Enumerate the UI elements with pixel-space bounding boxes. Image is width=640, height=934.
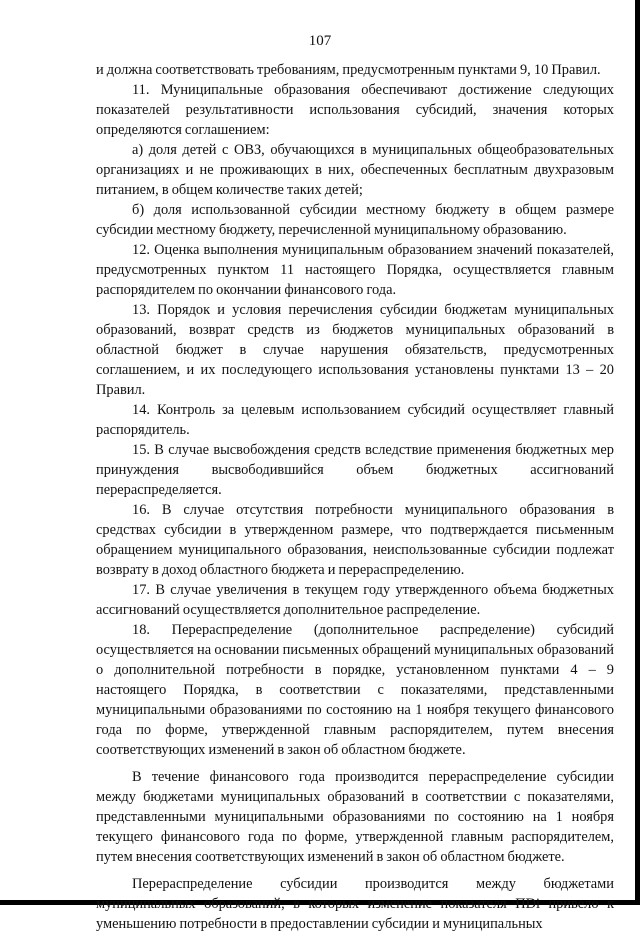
paragraph-item-16: 16. В случае отсутствия потребности муниципального образования в средствах субсидии в утвержденном размере, что подтверждается письменным обращением муниципального образования, неиспользованные субсидии подлежат возврату в доход областного бюджета и перераспределению. [96, 502, 614, 578]
paragraph-item-14: 14. Контроль за целевым использованием субсидий осуществляет главный распорядитель. [96, 402, 614, 438]
paragraph-subitem-b: б) доля использованной субсидии местному бюджету в общем размере субсидии местному бюджету, перечисленной муниципальному образованию. [96, 202, 614, 238]
paragraph-redistribution-between-budgets: Перераспределение субсидии производится между бюджетами муниципальных образований, в которых изменение показателя ПDi привело к уменьшению потребности в предоставлении субсидии и муниципальных [96, 876, 614, 932]
paragraph-item-13: 13. Порядок и условия перечисления субсидии бюджетам муниципальных образований, возврат средств из бюджетов муниципальных образований в областной бюджет в случае нарушения обязательств, предусмотренных соглашением, и их последующего использования установлены пунктами 13 – 20 Правил. [96, 302, 614, 398]
paragraph-item-12: 12. Оценка выполнения муниципальным образованием значений показателей, предусмотренных пунктом 11 настоящего Порядка, осуществляется главным распорядителем по окончании финансового года. [96, 242, 614, 298]
paragraph-item-18: 18. Перераспределение (дополнительное распределение) субсидий осуществляется на основании письменных обращений муниципальных образований о дополнительной потребности в порядке, установленном пунктами 4 – 9 настоящего Порядка, в соответствии с показателями, представленными муниципальными образованиями по состоянию на 1 ноября текущего финансового года по форме, утвержденной главным распорядителем, путем внесения соответствующих изменений в закон об областном бюджете. [96, 622, 614, 758]
paragraph-subitem-a: а) доля детей с ОВЗ, обучающихся в муниципальных общеобразовательных организациях и не проживающих в них, обеспеченных бесплатным двухразовым питанием, в общем количестве таких детей; [96, 142, 614, 198]
paragraph-item-15: 15. В случае высвобождения средств вследствие применения бюджетных мер принуждения высвободившийся объем бюджетных ассигнований перераспределяется. [96, 442, 614, 498]
paragraph-continuation: и должна соответствовать требованиям, предусмотренным пунктами 9, 10 Правил. [96, 62, 601, 78]
paragraph-item-17: 17. В случае увеличения в текущем году утвержденного объема бюджетных ассигнований осуществляется дополнительное распределение. [96, 582, 614, 618]
paragraph-redistribution-during-year: В течение финансового года производится перераспределение субсидии между бюджетами муниципальных образований в соответствии с показателями, представленными муниципальными образованиями по состоянию на 1 ноября текущего финансового года по форме, утвержденной главным распорядителем, путем внесения соответствующих изменений в закон об областном бюджете. [96, 769, 614, 865]
scan-edge-right [635, 0, 640, 905]
page-number: 107 [308, 33, 332, 49]
document-body [96, 60, 614, 934]
paragraph-item-11: 11. Муниципальные образования обеспечивают достижение следующих показателей результативности использования субсидий, значения которых определяются соглашением: [96, 82, 614, 138]
